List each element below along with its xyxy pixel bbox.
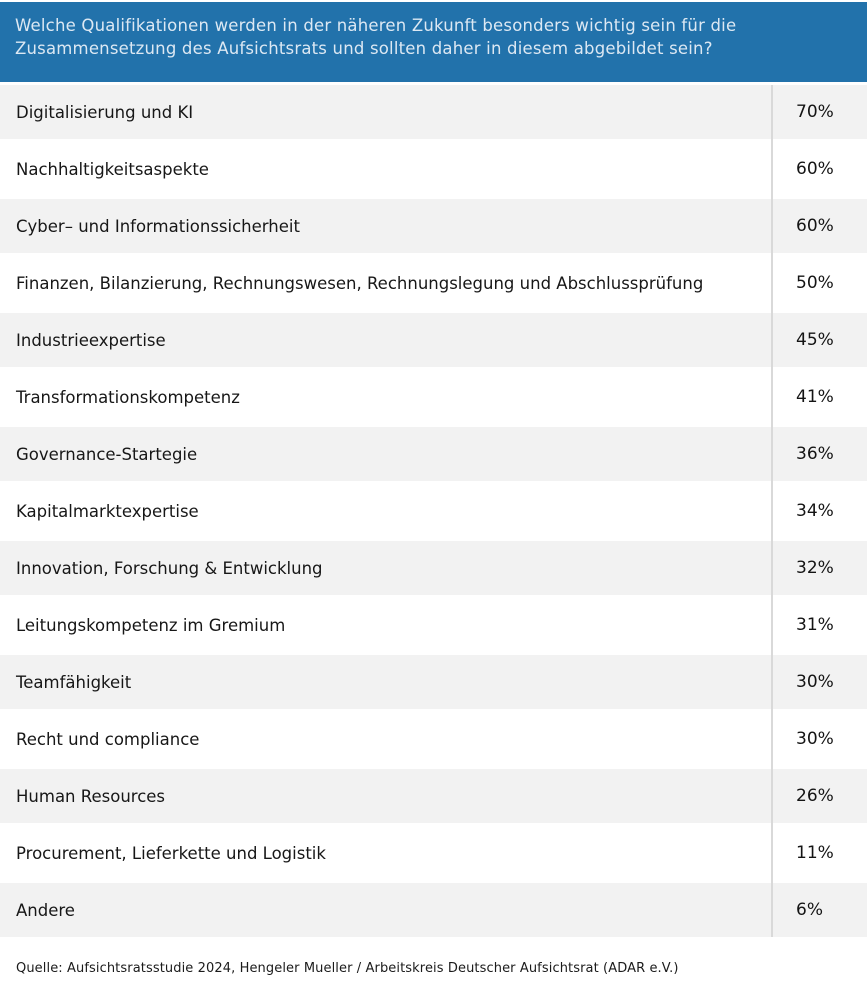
qualification-label: Human Resources [16,786,166,806]
percentage-value: 60% [796,216,834,236]
qualification-label: Cyber– und Informationssicherheit [16,216,300,236]
percentage-value: 60% [796,159,834,179]
qualification-label: Industrieexpertise [16,330,166,350]
qualification-label: Digitalisierung und KI [16,102,194,122]
table-row [0,313,867,367]
percentage-value: 34% [796,501,834,521]
table-row [0,370,867,424]
percentage-value: 31% [796,615,834,635]
table-row [0,427,867,481]
question-line2: Zusammensetzung des Aufsichtsrats und sollten daher in diesem abgebildet sein? [15,38,713,58]
percentage-value: 50% [796,273,834,293]
table-row [0,598,867,652]
percentage-value: 41% [796,387,834,407]
qualification-label: Andere [16,900,75,920]
qualification-label: Teamfähigkeit [16,672,132,692]
table-row [0,199,867,253]
qualification-label: Nachhaltigkeitsaspekte [16,159,209,179]
question-header [0,2,867,82]
percentage-value: 6% [796,900,823,920]
table-row [0,883,867,937]
table-row [0,85,867,139]
percentage-value: 30% [796,729,834,749]
percentage-value: 26% [796,786,834,806]
qualification-label: Transformationskompetenz [16,387,240,407]
table-row [0,142,867,196]
table-row [0,655,867,709]
percentage-value: 11% [796,843,834,863]
qualification-label: Innovation, Forschung & Entwicklung [16,558,323,578]
qualification-label: Finanzen, Bilanzierung, Rechnungswesen, Rechnungslegung und Abschlussprüfung [16,273,704,293]
percentage-value: 45% [796,330,834,350]
table-row [0,541,867,595]
qualification-label: Governance-Startegie [16,444,198,464]
percentage-value: 30% [796,672,834,692]
table-row [0,484,867,538]
table-row [0,826,867,880]
percentage-value: 70% [796,102,834,122]
qualification-label: Procurement, Lieferkette und Logistik [16,843,326,863]
table-row [0,769,867,823]
question-line1: Welche Qualifikationen werden in der näheren Zukunft besonders wichtig sein für die [15,16,737,35]
table-row [0,712,867,766]
qualification-label: Recht und compliance [16,729,200,749]
source-note: Quelle: Aufsichtsratsstudie 2024, Hengeler Mueller / Arbeitskreis Deutscher Aufsichtsrat (ADAR e.V.) [16,961,679,976]
percentage-value: 36% [796,444,834,464]
qualification-label: Kapitalmarktexpertise [16,501,199,521]
table-row [0,256,867,310]
qualifications-table [0,85,867,937]
column-divider [771,85,773,937]
qualification-label: Leitungskompetenz im Gremium [16,615,286,635]
percentage-value: 32% [796,558,834,578]
